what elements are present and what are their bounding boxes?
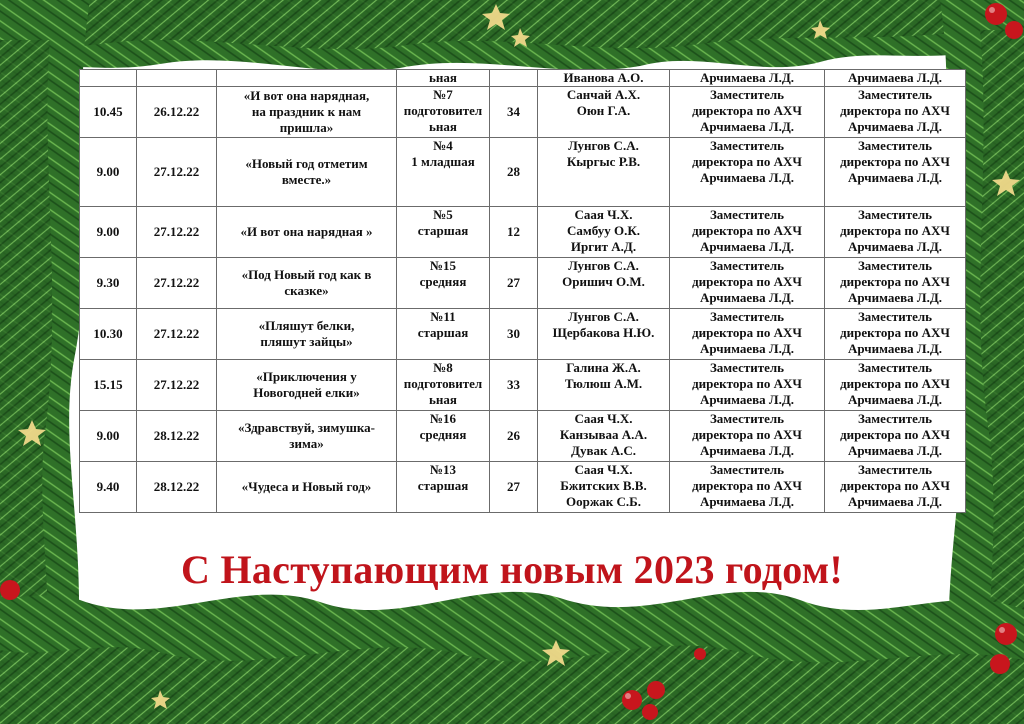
table-row [80, 462, 966, 513]
cell-line: Лунгов С.А. [568, 309, 639, 324]
schedule-responsible-cell [670, 138, 825, 207]
cell-line: Заместитель [857, 207, 933, 222]
schedule-event-title-cell [217, 411, 397, 462]
schedule-controller-cell [825, 258, 966, 309]
cell-line: Заместитель [709, 258, 785, 273]
table-row [80, 258, 966, 309]
cell-line: Заместитель [709, 360, 785, 375]
cell-line: директора по АХЧ [692, 274, 802, 289]
schedule-time-cell: 10.45 [80, 87, 137, 138]
schedule-controller-cell [825, 70, 966, 87]
cell-line: №4 [433, 138, 453, 153]
schedule-time-cell [80, 70, 137, 87]
cell-line: №5 [433, 207, 453, 222]
cell-line: Новогодней елки» [253, 385, 360, 400]
schedule-group-cell [397, 207, 490, 258]
cell-line: старшая [417, 325, 469, 340]
cell-line: Арчимаева Л.Д. [699, 341, 795, 356]
cell-line: №15 [429, 258, 457, 273]
schedule-body [80, 70, 966, 513]
cell-line: подготовител [403, 103, 483, 118]
schedule-children-count-cell: 34 [490, 87, 538, 138]
cell-line: Заместитель [709, 309, 785, 324]
cell-line: Саая Ч.Х. [574, 207, 633, 222]
cell-line: №16 [429, 411, 457, 426]
cell-line: директора по АХЧ [840, 376, 950, 391]
schedule-group-cell [397, 87, 490, 138]
schedule-children-count-cell: 12 [490, 207, 538, 258]
cell-line: «И вот она нарядная » [240, 224, 373, 239]
schedule-group-cell [397, 309, 490, 360]
schedule-group-cell [397, 70, 490, 87]
cell-line: Саая Ч.Х. [574, 411, 633, 426]
cell-line: директора по АХЧ [840, 103, 950, 118]
schedule-event-title-cell [217, 207, 397, 258]
schedule-time-cell: 9.30 [80, 258, 137, 309]
schedule-responsible-cell [670, 87, 825, 138]
cell-line: старшая [417, 223, 469, 238]
schedule-group-cell [397, 138, 490, 207]
cell-line: директора по АХЧ [840, 325, 950, 340]
schedule-children-count-cell [490, 70, 538, 87]
cell-line: Щербакова Н.Ю. [552, 325, 655, 340]
schedule-controller-cell [825, 207, 966, 258]
table-row [80, 70, 966, 87]
schedule-date-cell [137, 70, 217, 87]
table-row [80, 411, 966, 462]
schedule-table-container [79, 69, 965, 512]
schedule-date-cell: 27.12.22 [137, 360, 217, 411]
cell-line: директора по АХЧ [840, 427, 950, 442]
cell-line: Арчимаева Л.Д. [847, 239, 943, 254]
cell-line: Арчимаева Л.Д. [699, 494, 795, 509]
schedule-responsible-cell [670, 360, 825, 411]
schedule-controller-cell [825, 138, 966, 207]
cell-line: Заместитель [709, 87, 785, 102]
schedule-responsible-cell [670, 70, 825, 87]
cell-line: Арчимаева Л.Д. [699, 290, 795, 305]
schedule-controller-cell [825, 462, 966, 513]
cell-line: Оюн Г.А. [576, 103, 631, 118]
cell-line: Заместитель [709, 411, 785, 426]
schedule-teachers-cell [538, 309, 670, 360]
schedule-event-title-cell [217, 258, 397, 309]
cell-line: Арчимаева Л.Д. [699, 119, 795, 134]
cell-line: Арчимаева Л.Д. [699, 239, 795, 254]
table-row [80, 87, 966, 138]
cell-line: Самбуу О.К. [566, 223, 641, 238]
schedule-date-cell: 27.12.22 [137, 258, 217, 309]
schedule-teachers-cell [538, 462, 670, 513]
schedule-time-cell: 9.40 [80, 462, 137, 513]
cell-line: средняя [419, 427, 467, 442]
schedule-date-cell: 27.12.22 [137, 138, 217, 207]
cell-line: на праздник к нам [251, 104, 362, 119]
cell-line: Арчимаева Л.Д. [699, 170, 795, 185]
schedule-teachers-cell [538, 258, 670, 309]
cell-line: директора по АХЧ [692, 427, 802, 442]
cell-line: подготовител [403, 376, 483, 391]
cell-line: сказке» [284, 283, 329, 298]
schedule-children-count-cell: 30 [490, 309, 538, 360]
cell-line: директора по АХЧ [692, 478, 802, 493]
schedule-event-title-cell [217, 138, 397, 207]
schedule-date-cell: 28.12.22 [137, 462, 217, 513]
cell-line: директора по АХЧ [840, 154, 950, 169]
cell-line: Оришич О.М. [562, 274, 645, 289]
schedule-controller-cell [825, 309, 966, 360]
cell-line: ьная [429, 119, 457, 134]
cell-line: Саая Ч.Х. [574, 462, 633, 477]
cell-line: средняя [419, 274, 467, 289]
cell-line: Заместитель [857, 360, 933, 375]
cell-line: «Чудеса и Новый год» [241, 479, 372, 494]
cell-line: 1 младшая [411, 154, 475, 169]
cell-line: Заместитель [857, 411, 933, 426]
cell-line: «Под Новый год как в [241, 267, 372, 282]
cell-line: №8 [433, 360, 453, 375]
cell-line: директора по АХЧ [840, 274, 950, 289]
schedule-table [79, 69, 966, 513]
schedule-controller-cell [825, 411, 966, 462]
schedule-time-cell: 9.00 [80, 207, 137, 258]
cell-line: Бжитских В.В. [560, 478, 647, 493]
cell-line: старшая [417, 478, 469, 493]
cell-line: Заместитель [857, 87, 933, 102]
schedule-time-cell: 9.00 [80, 411, 137, 462]
schedule-teachers-cell [538, 207, 670, 258]
schedule-teachers-cell [538, 360, 670, 411]
cell-line: Заместитель [857, 462, 933, 477]
cell-line: директора по АХЧ [840, 223, 950, 238]
cell-line: Заместитель [709, 138, 785, 153]
cell-line: Заместитель [709, 207, 785, 222]
cell-line: директора по АХЧ [692, 103, 802, 118]
cell-line: «Новый год отметим [245, 156, 368, 171]
cell-line: Арчимаева Л.Д. [847, 170, 943, 185]
cell-line: Арчимаева Л.Д. [847, 119, 943, 134]
cell-line: Лунгов С.А. [568, 258, 639, 273]
cell-line: №13 [429, 462, 457, 477]
schedule-date-cell: 26.12.22 [137, 87, 217, 138]
schedule-group-cell [397, 462, 490, 513]
schedule-teachers-cell [538, 87, 670, 138]
cell-line: Галина Ж.А. [566, 360, 641, 375]
schedule-date-cell: 27.12.22 [137, 207, 217, 258]
schedule-group-cell [397, 258, 490, 309]
cell-line: Заместитель [857, 309, 933, 324]
schedule-event-title-cell [217, 309, 397, 360]
cell-line: Арчимаева Л.Д. [699, 70, 795, 85]
cell-line: Санчай А.Х. [566, 87, 641, 102]
cell-line: директора по АХЧ [692, 376, 802, 391]
schedule-event-title-cell [217, 462, 397, 513]
schedule-time-cell: 15.15 [80, 360, 137, 411]
table-row [80, 207, 966, 258]
cell-line: директора по АХЧ [840, 478, 950, 493]
schedule-children-count-cell: 28 [490, 138, 538, 207]
schedule-event-title-cell [217, 360, 397, 411]
cell-line: Тюлюш А.М. [564, 376, 643, 391]
cell-line: директора по АХЧ [692, 223, 802, 238]
cell-line: ьная [429, 70, 457, 85]
schedule-event-title-cell [217, 70, 397, 87]
table-row [80, 138, 966, 207]
cell-line: №11 [430, 309, 456, 324]
cell-line: пляшут зайцы» [260, 334, 353, 349]
cell-line: зима» [289, 436, 324, 451]
schedule-responsible-cell [670, 258, 825, 309]
schedule-group-cell [397, 411, 490, 462]
cell-line: «И вот она нарядная, [243, 88, 370, 103]
schedule-teachers-cell [538, 411, 670, 462]
cell-line: Арчимаева Л.Д. [847, 341, 943, 356]
cell-line: ьная [429, 392, 457, 407]
cell-line: №7 [433, 87, 453, 102]
schedule-controller-cell [825, 360, 966, 411]
cell-line: Ооржак С.Б. [566, 494, 641, 509]
schedule-time-cell: 10.30 [80, 309, 137, 360]
schedule-group-cell [397, 360, 490, 411]
cell-line: Арчимаева Л.Д. [847, 443, 943, 458]
schedule-teachers-cell [538, 70, 670, 87]
schedule-event-title-cell [217, 87, 397, 138]
new-year-greeting: С Наступающим новым 2023 годом! [180, 547, 844, 592]
cell-line: Иванова А.О. [563, 70, 644, 85]
schedule-children-count-cell: 26 [490, 411, 538, 462]
cell-line: Канзываа А.А. [559, 427, 648, 442]
cell-line: Арчимаева Л.Д. [699, 392, 795, 407]
cell-line: Заместитель [857, 138, 933, 153]
cell-line: пришла» [279, 120, 334, 135]
cell-line: директора по АХЧ [692, 154, 802, 169]
schedule-date-cell: 28.12.22 [137, 411, 217, 462]
cell-line: «Приключения у [256, 369, 357, 384]
cell-line: Иргит А.Д. [570, 239, 637, 254]
cell-line: Арчимаева Л.Д. [847, 494, 943, 509]
cell-line: Кыргыс Р.В. [566, 154, 641, 169]
schedule-time-cell: 9.00 [80, 138, 137, 207]
cell-line: вместе.» [281, 172, 332, 187]
cell-line: «Здравствуй, зимушка- [238, 420, 375, 435]
schedule-children-count-cell: 27 [490, 462, 538, 513]
cell-line: Лунгов С.А. [568, 138, 639, 153]
schedule-children-count-cell: 33 [490, 360, 538, 411]
schedule-teachers-cell [538, 138, 670, 207]
cell-line: Заместитель [709, 462, 785, 477]
cell-line: директора по АХЧ [692, 325, 802, 340]
cell-line: Арчимаева Л.Д. [847, 290, 943, 305]
schedule-children-count-cell: 27 [490, 258, 538, 309]
cell-line: Арчимаева Л.Д. [847, 392, 943, 407]
schedule-responsible-cell [670, 462, 825, 513]
cell-line: Дувак А.С. [571, 443, 636, 458]
schedule-responsible-cell [670, 207, 825, 258]
cell-line: Заместитель [857, 258, 933, 273]
cell-line: Арчимаева Л.Д. [699, 443, 795, 458]
cell-line: Арчимаева Л.Д. [847, 70, 943, 85]
schedule-controller-cell [825, 87, 966, 138]
table-row [80, 309, 966, 360]
schedule-responsible-cell [670, 411, 825, 462]
schedule-date-cell: 27.12.22 [137, 309, 217, 360]
cell-line: «Пляшут белки, [258, 318, 355, 333]
table-row [80, 360, 966, 411]
schedule-responsible-cell [670, 309, 825, 360]
